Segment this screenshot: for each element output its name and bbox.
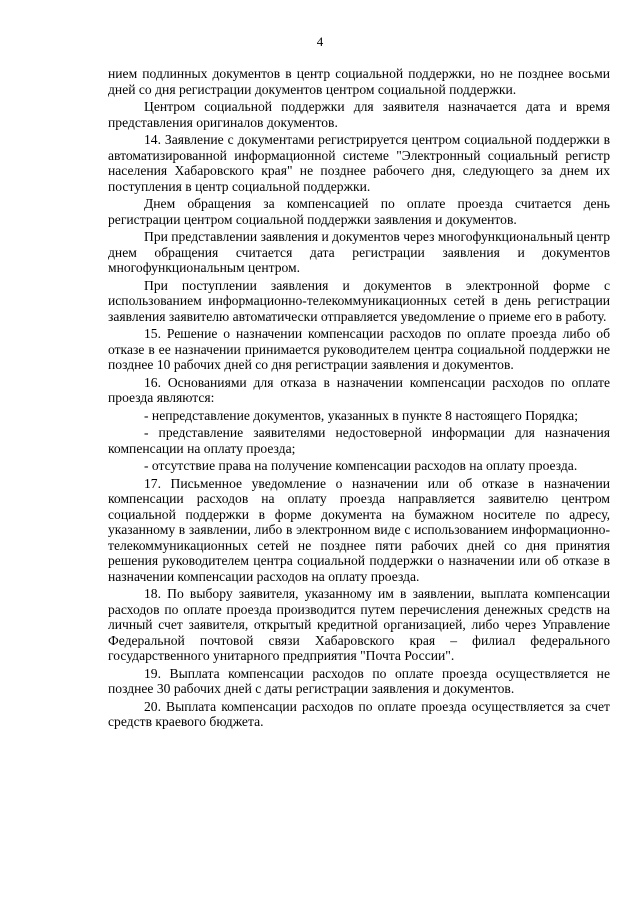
- paragraph-18-payment-method: 18. По выбору заявителя, указанному им в заявлении, выплата компенсации расходов по оплате проезда производится путем перечисления денежных средств на личный счет заявителя, открытый кредитной организацией, либо через Управление Федеральной почтовой связи Хабаровского края – филиал федерального государственного унитарного предприятия "Почта России".: [108, 586, 610, 663]
- paragraph-17-notification: 17. Письменное уведомление о назначении или об отказе в назначении компенсации расходов на оплату проезда направляется заявителю центром социальной поддержки в форме документа на бумажном носителе по адресу, указанному в заявлении, либо в электронном виде с использованием информационно-телекоммуникационных сетей не позднее пяти рабочих дней со дня принятия решения руководителем центра социальной поддержки о назначении или об отказе в назначении компенсации расходов на оплату проезда.: [108, 475, 610, 584]
- paragraph-16-refusal-grounds: 16. Основаниями для отказа в назначении компенсации расходов по оплате проезда являются:: [108, 374, 610, 405]
- paragraph-19-payment-deadline: 19. Выплата компенсации расходов по оплате проезда осуществляется не позднее 30 рабочих дней с даты регистрации заявления и документов.: [108, 665, 610, 696]
- list-item-false-information: - представление заявителями недостоверной информации для назначения компенсации на оплату проезда;: [108, 425, 610, 456]
- paragraph-original-documents-date: Центром социальной поддержки для заявителя назначается дата и время представления оригиналов документов.: [108, 99, 610, 130]
- paragraph-electronic-submission: При поступлении заявления и документов в электронной форме с использованием информационно-телекоммуникационных сетей в день регистрации заявления заявителю автоматически отправляется уведомление о приеме его в работу.: [108, 277, 610, 324]
- paragraph-multifunctional-center: При представлении заявления и документов через многофункциональный центр днем обращения считается дата регистрации заявления и документов многофункциональным центром.: [108, 229, 611, 275]
- page-number: 4: [316, 34, 324, 49]
- paragraph-continuation: нием подлинных документов в центр социальной поддержки, но не позднее восьми дней со дня регистрации документов центром социальной поддержки.: [108, 66, 610, 97]
- list-item-missing-documents: - непредставление документов, указанных в пункте 8 настоящего Порядка;: [144, 407, 578, 423]
- list-item-no-entitlement: - отсутствие права на получение компенсации расходов на оплату проезда.: [144, 458, 578, 473]
- paragraph-20-funding-source: 20. Выплата компенсации расходов по оплате проезда осуществляется за счет средств краевого бюджета.: [108, 698, 610, 729]
- document-body: [108, 66, 610, 732]
- paragraph-14-registration: 14. Заявление с документами регистрируется центром социальной поддержки в автоматизированной информационной системе "Электронный социальный регистр населения Хабаровского края" не позднее рабочего дня, следующего за днем их поступления в центр социальной поддержки.: [108, 132, 610, 194]
- paragraph-15-decision: 15. Решение о назначении компенсации расходов по оплате проезда либо об отказе в ее назначении принимается руководителем центра социальной поддержки не позднее 10 рабочих дней со дня регистрации заявления и документов.: [108, 326, 610, 372]
- paragraph-application-day: Днем обращения за компенсацией по оплате проезда считается день регистрации центром социальной поддержки заявления и документов.: [108, 196, 610, 227]
